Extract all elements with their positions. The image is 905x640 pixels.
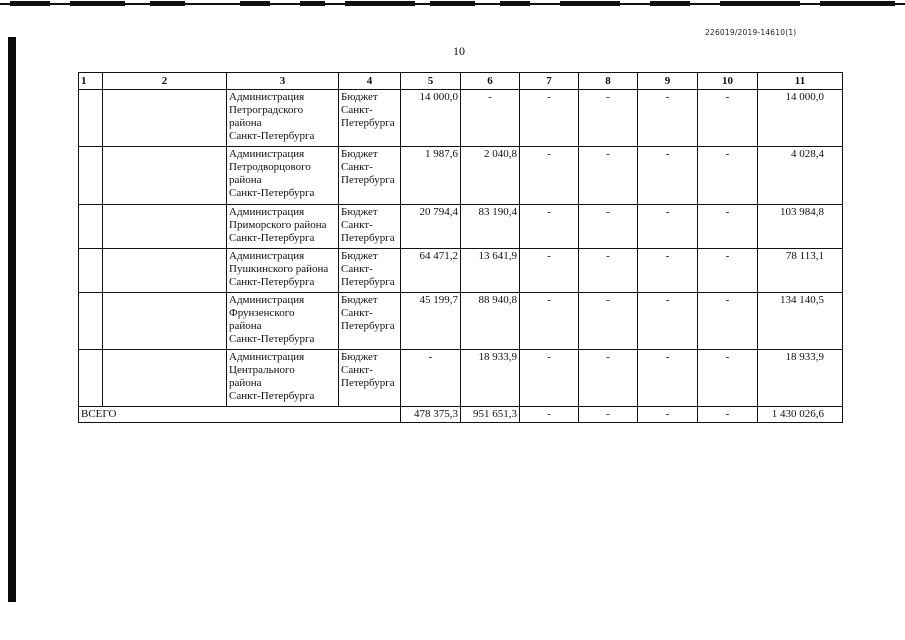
administration-line: Администрация [229, 91, 305, 103]
document-id: 226019/2019-14610(1) [705, 28, 797, 37]
cell-col6: 83 190,4 [461, 205, 520, 249]
cell-col3 [227, 249, 339, 293]
scan-top-edge [0, 0, 905, 9]
column-header: 3 [227, 73, 339, 90]
table-row [79, 205, 843, 249]
table-row [79, 350, 843, 407]
cell-col7: - [520, 205, 579, 249]
cell-col10: - [698, 350, 758, 407]
budget-line: Бюджет [341, 250, 378, 262]
budget-line: Петербурга [341, 377, 395, 389]
cell-col9: - [638, 147, 698, 205]
total-label: ВСЕГО [79, 407, 401, 423]
cell-col10: - [698, 90, 758, 147]
total-row [79, 407, 843, 423]
cell-col3 [227, 205, 339, 249]
administration-line: Администрация [229, 351, 305, 363]
page-number: 10 [453, 44, 465, 58]
cell-col11: 18 933,9 [758, 350, 843, 407]
cell-col9: - [638, 293, 698, 350]
table-row [79, 90, 843, 147]
column-header: 4 [339, 73, 401, 90]
administration-line: Петроградского [229, 104, 304, 116]
table-body [79, 90, 843, 407]
budget-line: Бюджет [341, 148, 378, 160]
cell-col9: - [638, 249, 698, 293]
cell-col3 [227, 90, 339, 147]
cell-col6: 13 641,9 [461, 249, 520, 293]
cell-col9: - [638, 205, 698, 249]
cell-col9: - [638, 350, 698, 407]
budget-line: Бюджет [341, 294, 378, 306]
cell-col2 [103, 147, 227, 205]
column-header: 6 [461, 73, 520, 90]
cell-col8: - [579, 350, 638, 407]
cell-col7: - [520, 350, 579, 407]
cell-col2 [103, 350, 227, 407]
column-header: 7 [520, 73, 579, 90]
column-header: 5 [401, 73, 461, 90]
table-row [79, 249, 843, 293]
cell-col6: 2 040,8 [461, 147, 520, 205]
cell-col8: - [579, 249, 638, 293]
cell-col1 [79, 249, 103, 293]
budget-line: Петербурга [341, 276, 395, 288]
budget-line: Санкт- [341, 104, 373, 116]
administration-line: Администрация [229, 148, 305, 160]
budget-line: Бюджет [341, 351, 378, 363]
cell-col2 [103, 249, 227, 293]
cell-col4 [339, 293, 401, 350]
administration-line: Санкт-Петербурга [229, 232, 315, 244]
administration-line: района [229, 377, 262, 389]
cell-col2 [103, 90, 227, 147]
column-header: 1 [79, 73, 103, 90]
column-header: 8 [579, 73, 638, 90]
cell-col10: - [698, 293, 758, 350]
cell-col5: 1 987,6 [401, 147, 461, 205]
administration-line: Администрация [229, 250, 305, 262]
total-col11: 1 430 026,6 [758, 407, 843, 423]
cell-col5: - [401, 350, 461, 407]
administration-line: Санкт-Петербурга [229, 276, 315, 288]
column-header: 2 [103, 73, 227, 90]
cell-col6: - [461, 90, 520, 147]
column-header: 11 [758, 73, 843, 90]
budget-line: Санкт- [341, 219, 373, 231]
administration-line: Администрация [229, 294, 305, 306]
administration-line: Администрация [229, 206, 305, 218]
budget-table [78, 72, 843, 423]
cell-col7: - [520, 249, 579, 293]
cell-col7: - [520, 147, 579, 205]
cell-col11: 103 984,8 [758, 205, 843, 249]
budget-line: Санкт- [341, 307, 373, 319]
cell-col4 [339, 147, 401, 205]
column-header: 9 [638, 73, 698, 90]
cell-col4 [339, 205, 401, 249]
budget-line: Петербурга [341, 320, 395, 332]
administration-line: Центрального [229, 364, 295, 376]
cell-col10: - [698, 205, 758, 249]
administration-line: Фрунзенского [229, 307, 295, 319]
table-row [79, 293, 843, 350]
cell-col11: 78 113,1 [758, 249, 843, 293]
cell-col2 [103, 205, 227, 249]
cell-col4 [339, 90, 401, 147]
cell-col2 [103, 293, 227, 350]
total-col5: 478 375,3 [401, 407, 461, 423]
cell-col11: 4 028,4 [758, 147, 843, 205]
budget-line: Бюджет [341, 206, 378, 218]
cell-col1 [79, 90, 103, 147]
cell-col10: - [698, 147, 758, 205]
cell-col5: 14 000,0 [401, 90, 461, 147]
column-header-row [79, 73, 843, 90]
budget-line: Бюджет [341, 91, 378, 103]
cell-col9: - [638, 90, 698, 147]
cell-col6: 18 933,9 [461, 350, 520, 407]
cell-col4 [339, 350, 401, 407]
administration-line: Пушкинского района [229, 263, 329, 275]
administration-line: Санкт-Петербурга [229, 390, 315, 402]
budget-line: Санкт- [341, 263, 373, 275]
cell-col5: 45 199,7 [401, 293, 461, 350]
cell-col3 [227, 350, 339, 407]
total-col10: - [698, 407, 758, 423]
cell-col8: - [579, 90, 638, 147]
cell-col11: 14 000,0 [758, 90, 843, 147]
cell-col8: - [579, 293, 638, 350]
cell-col1 [79, 350, 103, 407]
cell-col4 [339, 249, 401, 293]
total-col8: - [579, 407, 638, 423]
administration-line: Санкт-Петербурга [229, 130, 315, 142]
scan-left-edge [8, 37, 16, 602]
budget-line: Петербурга [341, 232, 395, 244]
column-header: 10 [698, 73, 758, 90]
administration-line: района [229, 117, 262, 129]
cell-col1 [79, 205, 103, 249]
cell-col8: - [579, 205, 638, 249]
table-row [79, 147, 843, 205]
cell-col5: 20 794,4 [401, 205, 461, 249]
cell-col3 [227, 147, 339, 205]
administration-line: Приморского района [229, 219, 327, 231]
cell-col11: 134 140,5 [758, 293, 843, 350]
cell-col1 [79, 293, 103, 350]
cell-col8: - [579, 147, 638, 205]
cell-col7: - [520, 293, 579, 350]
budget-line: Санкт- [341, 364, 373, 376]
administration-line: района [229, 320, 262, 332]
cell-col10: - [698, 249, 758, 293]
total-col6: 951 651,3 [461, 407, 520, 423]
cell-col7: - [520, 90, 579, 147]
administration-line: Санкт-Петербурга [229, 333, 315, 345]
administration-line: района [229, 174, 262, 186]
total-col7: - [520, 407, 579, 423]
total-col9: - [638, 407, 698, 423]
cell-col6: 88 940,8 [461, 293, 520, 350]
administration-line: Петродворцового [229, 161, 311, 173]
cell-col3 [227, 293, 339, 350]
budget-line: Петербурга [341, 117, 395, 129]
budget-line: Петербурга [341, 174, 395, 186]
cell-col1 [79, 147, 103, 205]
cell-col5: 64 471,2 [401, 249, 461, 293]
administration-line: Санкт-Петербурга [229, 187, 315, 199]
budget-line: Санкт- [341, 161, 373, 173]
